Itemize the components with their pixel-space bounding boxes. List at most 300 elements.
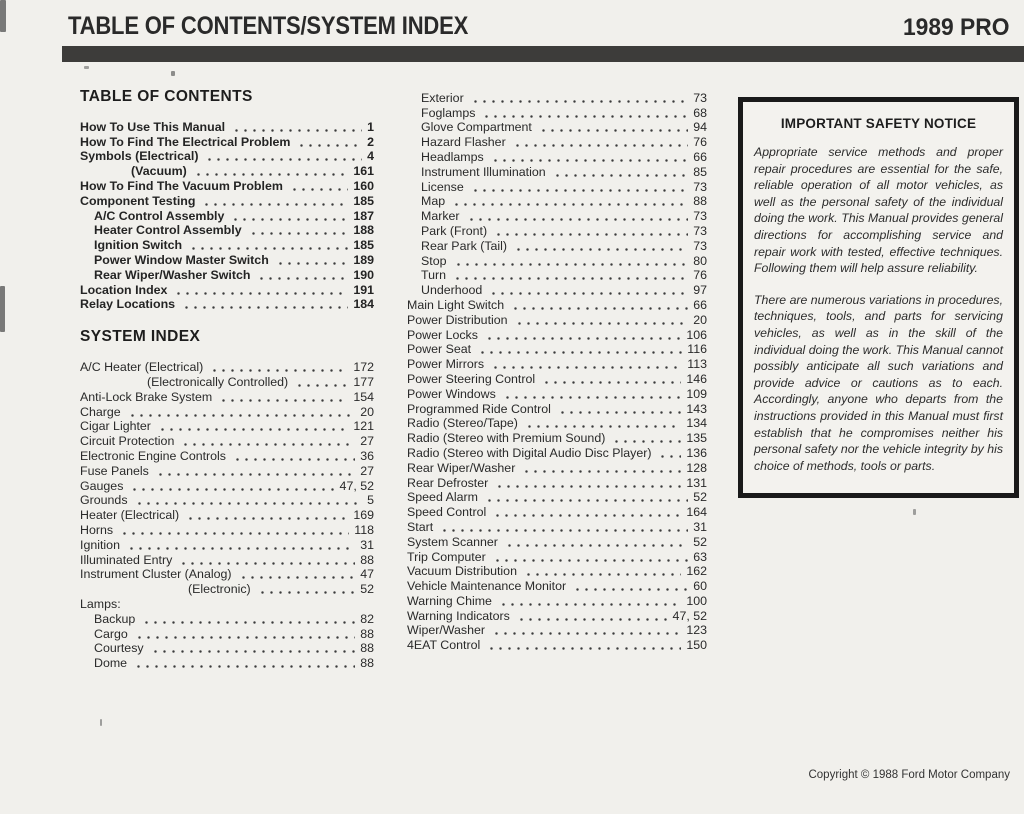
- index-entry: [407, 416, 707, 431]
- toc-heading: TABLE OF CONTENTS: [80, 88, 253, 105]
- safety-notice-paragraph: There are numerous variations in procedures, techniques, tools, and parts for servicing vehicles, as well as in the skill of the individual doing the work. This Manual cannot possibly anticipate all such variations and provide advice or cautions as to each. Accordingly, anyone who departs from the instructions provided in this Manual must first establish that he compromises neither his personal safety nor the vehicle integrity by his choice of methods, tools or parts.: [754, 292, 1003, 473]
- index-entry: [80, 478, 374, 493]
- entry-page-number: 52: [693, 490, 707, 505]
- entry-label: Cigar Lighter: [80, 419, 151, 434]
- entry-label: System Scanner: [407, 534, 498, 549]
- safety-notice-paragraph: Appropriate service methods and proper repair procedures are essential for the safe, reliable operation of all motor vehicles, as well as the personal safety of the individual doing the work. This Manual provides general directions for accomplishing service and repair work with tested, effective techniques. Following them will help assure reliability.: [754, 145, 1003, 276]
- entry-label: Stop: [421, 253, 447, 268]
- dot-leader: [151, 650, 356, 653]
- dot-leader: [205, 158, 362, 161]
- dot-leader: [128, 414, 356, 417]
- dot-leader: [491, 366, 682, 369]
- entry-page-number: 73: [693, 179, 707, 194]
- entry-page-number: 31: [360, 537, 374, 552]
- dot-leader: [478, 351, 682, 354]
- entry-label: Rear Wiper/Washer: [407, 460, 516, 475]
- dot-leader: [202, 203, 348, 206]
- entry-label: Warning Indicators: [407, 608, 510, 623]
- safety-notice-box: [738, 97, 1019, 498]
- index-entry: [407, 179, 707, 194]
- index-entry: [80, 626, 374, 641]
- dot-leader: [515, 322, 689, 325]
- entry-page-number: 76: [693, 135, 707, 150]
- entry-label: Backup: [94, 611, 136, 626]
- dot-leader: [135, 502, 363, 505]
- entry-label: Instrument Cluster (Analog): [80, 567, 232, 582]
- entry-page-number: 116: [687, 342, 707, 357]
- index-entry: [80, 163, 374, 178]
- safety-notice-heading: IMPORTANT SAFETY NOTICE: [780, 116, 977, 131]
- entry-page-number: 121: [353, 419, 374, 434]
- index-entry: [80, 581, 374, 596]
- entry-page-number: 82: [360, 611, 374, 626]
- entry-page-number: 47, 52: [339, 478, 374, 493]
- entry-page-number: 109: [686, 386, 707, 401]
- entry-page-number: 185: [353, 193, 374, 208]
- entry-page-number: 27: [360, 434, 374, 449]
- entry-label: Cargo: [94, 626, 128, 641]
- index-entry: [80, 522, 374, 537]
- index-entry: [407, 223, 707, 238]
- dot-leader: [194, 173, 349, 176]
- dot-leader: [513, 144, 689, 147]
- dot-leader: [485, 337, 681, 340]
- entry-label: Heater Control Assembly: [94, 223, 242, 238]
- dot-leader: [573, 588, 688, 591]
- entry-label: Programmed Ride Control: [407, 401, 551, 416]
- dot-leader: [467, 218, 689, 221]
- index-entry: [407, 371, 707, 386]
- dot-leader: [539, 129, 688, 132]
- entry-page-number: 161: [353, 164, 374, 179]
- entry-label: Grounds: [80, 493, 128, 508]
- entry-label: Horns: [80, 522, 114, 537]
- entry-page-number: 27: [360, 463, 374, 478]
- entry-label: Speed Alarm: [407, 490, 478, 505]
- entry-page-number: 47, 52: [672, 608, 707, 623]
- entry-label: Marker: [421, 209, 460, 224]
- entry-page-number: 146: [686, 371, 707, 386]
- dot-leader: [489, 292, 688, 295]
- index-entry: [80, 537, 374, 552]
- entry-page-number: 66: [693, 297, 707, 312]
- dot-leader: [142, 621, 355, 624]
- entry-page-number: 73: [693, 238, 707, 253]
- scan-artifact: [0, 0, 6, 32]
- dot-leader: [219, 399, 348, 402]
- entry-page-number: 80: [693, 253, 707, 268]
- entry-page-number: 150: [686, 638, 707, 653]
- dot-leader: [290, 188, 348, 191]
- dot-leader: [258, 591, 356, 594]
- entry-label: Charge: [80, 404, 121, 419]
- index-entry: [407, 312, 707, 327]
- entry-page-number: 160: [353, 178, 374, 193]
- dot-leader: [249, 232, 349, 235]
- entry-page-number: 97: [693, 283, 707, 298]
- entry-page-number: 123: [686, 623, 707, 638]
- entry-label: Symbols (Electrical): [80, 149, 199, 164]
- entry-page-number: 113: [687, 357, 707, 372]
- header-divider-bar: [62, 46, 1024, 62]
- entry-page-number: 169: [353, 508, 374, 523]
- entry-label: Speed Control: [407, 505, 487, 520]
- entry-label: Glove Compartment: [421, 120, 532, 135]
- entry-page-number: 73: [693, 223, 707, 238]
- index-entry: [407, 637, 707, 652]
- entry-label: Map: [421, 194, 446, 209]
- index-entry: [80, 119, 374, 134]
- entry-label: Power Steering Control: [407, 371, 536, 386]
- index-entry: [80, 267, 374, 282]
- dot-leader: [158, 428, 348, 431]
- entry-label: Courtesy: [94, 641, 144, 656]
- entry-page-number: 162: [686, 564, 707, 579]
- entry-page-number: 154: [353, 389, 374, 404]
- entry-page-number: 131: [686, 475, 707, 490]
- dot-leader: [210, 369, 348, 372]
- entry-page-number: 47: [360, 567, 374, 582]
- dot-leader: [487, 647, 681, 650]
- entry-page-number: 66: [693, 149, 707, 164]
- index-entry: [80, 419, 374, 434]
- dot-leader: [505, 544, 688, 547]
- middle-column: [407, 90, 707, 652]
- entry-page-number: 136: [686, 445, 707, 460]
- entry-label: Power Window Master Switch: [94, 252, 269, 267]
- entry-label: Foglamps: [421, 105, 476, 120]
- dot-leader: [514, 248, 688, 251]
- index-entry: [80, 641, 374, 656]
- entry-page-number: 172: [353, 360, 374, 375]
- index-entry: [80, 567, 374, 582]
- index-entry: [407, 519, 707, 534]
- index-entry: [407, 356, 707, 371]
- entry-page-number: 52: [360, 582, 374, 597]
- index-entry: [407, 120, 707, 135]
- entry-label: (Vacuum): [131, 164, 187, 179]
- left-column: [80, 88, 374, 670]
- index-entry: [407, 164, 707, 179]
- dot-leader: [517, 618, 668, 621]
- entry-page-number: 52: [693, 534, 707, 549]
- entry-label: Instrument Illumination: [421, 164, 546, 179]
- dot-leader: [522, 470, 681, 473]
- entry-page-number: 73: [693, 90, 707, 105]
- dot-leader: [127, 547, 355, 550]
- entry-label: Rear Defroster: [407, 475, 489, 490]
- dot-leader: [189, 247, 348, 250]
- entry-page-number: 128: [686, 460, 707, 475]
- dot-leader: [491, 159, 689, 162]
- entry-label: Headlamps: [421, 149, 484, 164]
- dot-leader: [239, 576, 356, 579]
- index-entry: [80, 193, 374, 208]
- index-entry: [407, 445, 707, 460]
- dot-leader: [174, 292, 348, 295]
- entry-label: A/C Heater (Electrical): [80, 360, 204, 375]
- entry-page-number: 88: [360, 641, 374, 656]
- entry-page-number: 143: [686, 401, 707, 416]
- entry-page-number: 88: [360, 552, 374, 567]
- dot-leader: [452, 203, 688, 206]
- index-entry: [80, 493, 374, 508]
- scan-artifact: [100, 719, 102, 726]
- index-entry: [80, 655, 374, 670]
- index-entry: [80, 611, 374, 626]
- entry-page-number: 88: [360, 656, 374, 671]
- index-entry: [407, 386, 707, 401]
- entry-label: Relay Locations: [80, 297, 176, 312]
- entry-label: Heater (Electrical): [80, 508, 180, 523]
- entry-label: Fuse Panels: [80, 463, 149, 478]
- index-entry: [80, 552, 374, 567]
- entry-label: Underhood: [421, 283, 483, 298]
- dot-leader: [134, 665, 355, 668]
- dot-leader: [257, 277, 348, 280]
- dot-leader: [558, 411, 681, 414]
- index-entry: [80, 374, 374, 389]
- dot-leader: [542, 381, 681, 384]
- index-entry: [80, 149, 374, 164]
- index-entry: [407, 297, 707, 312]
- entry-label: Rear Park (Tail): [421, 238, 508, 253]
- index-entry: [80, 297, 374, 312]
- index-entry: [80, 282, 374, 297]
- entry-page-number: 20: [693, 312, 707, 327]
- index-entry: [407, 401, 707, 416]
- index-entry: [80, 237, 374, 252]
- index-entry: [407, 268, 707, 283]
- index-entry: [80, 389, 374, 404]
- index-entry: [80, 178, 374, 193]
- entry-page-number: 164: [686, 505, 707, 520]
- dot-leader: [524, 573, 681, 576]
- entry-page-number: 85: [693, 164, 707, 179]
- entry-page-number: 118: [354, 522, 374, 537]
- dot-leader: [503, 396, 681, 399]
- dot-leader: [525, 425, 681, 428]
- entry-page-number: 5: [367, 493, 374, 508]
- entry-page-number: 184: [353, 297, 374, 312]
- entry-label: Location Index: [80, 282, 168, 297]
- entry-label: Radio (Stereo with Digital Audio Disc Player): [407, 445, 652, 460]
- entry-label: Circuit Protection: [80, 434, 175, 449]
- system-index-list-left: [80, 359, 374, 670]
- entry-page-number: 134: [686, 416, 707, 431]
- entry-label: Park (Front): [421, 223, 488, 238]
- index-entry: [407, 490, 707, 505]
- dot-leader: [494, 233, 688, 236]
- index-entry: [407, 623, 707, 638]
- toc-list: [80, 119, 374, 311]
- scan-artifact: [84, 66, 89, 69]
- index-entry: [80, 359, 374, 374]
- entry-page-number: 100: [686, 593, 707, 608]
- dot-leader: [482, 115, 688, 118]
- entry-page-number: 76: [693, 268, 707, 283]
- entry-label: Exterior: [421, 90, 464, 105]
- system-index-heading: SYSTEM INDEX: [80, 328, 201, 346]
- dot-leader: [495, 485, 681, 488]
- entry-label: Turn: [421, 268, 447, 283]
- entry-page-number: 135: [686, 431, 707, 446]
- edition-label: 1989 PRO: [903, 14, 1010, 41]
- entry-label: Trip Computer: [407, 549, 486, 564]
- system-index-list-middle: [407, 90, 707, 652]
- dot-leader: [156, 473, 355, 476]
- index-entry: [407, 549, 707, 564]
- entry-label: A/C Control Assembly: [94, 208, 225, 223]
- entry-label: Vacuum Distribution: [407, 564, 517, 579]
- entry-page-number: 88: [360, 626, 374, 641]
- entry-label: Power Mirrors: [407, 357, 485, 372]
- entry-page-number: 2: [367, 134, 374, 149]
- dot-leader: [492, 632, 681, 635]
- index-entry: [407, 253, 707, 268]
- entry-page-number: 94: [693, 120, 707, 135]
- index-entry: [407, 208, 707, 223]
- dot-leader: [135, 636, 355, 639]
- entry-label: How To Use This Manual: [80, 119, 226, 134]
- entry-label: Ignition Switch: [94, 238, 183, 253]
- entry-label: How To Find The Vacuum Problem: [80, 178, 283, 193]
- entry-label: 4EAT Control: [407, 638, 481, 653]
- entry-label: Component Testing: [80, 193, 196, 208]
- entry-page-number: 177: [353, 374, 374, 389]
- index-entry: [407, 134, 707, 149]
- index-entry: [407, 460, 707, 475]
- dot-leader: [471, 100, 689, 103]
- index-entry: [407, 194, 707, 209]
- index-entry: [407, 149, 707, 164]
- index-entry: [407, 593, 707, 608]
- dot-leader: [233, 458, 355, 461]
- entry-label: Hazard Flasher: [421, 135, 506, 150]
- entry-label: Wiper/Washer: [407, 623, 486, 638]
- dot-leader: [182, 306, 348, 309]
- dot-leader: [297, 144, 362, 147]
- entry-label: Warning Chime: [407, 593, 492, 608]
- index-entry: [407, 105, 707, 120]
- dot-leader: [511, 307, 688, 310]
- index-entry: [80, 507, 374, 522]
- dot-leader: [493, 514, 681, 517]
- index-entry: [407, 282, 707, 297]
- index-entry: [80, 223, 374, 238]
- entry-label: Lamps:: [80, 596, 121, 611]
- entry-label: Ignition: [80, 537, 120, 552]
- entry-page-number: 63: [693, 549, 707, 564]
- entry-page-number: 188: [353, 223, 374, 238]
- dot-leader: [231, 218, 348, 221]
- index-entry: [80, 448, 374, 463]
- entry-label: Illuminated Entry: [80, 552, 173, 567]
- index-entry: [407, 608, 707, 623]
- index-entry: [80, 134, 374, 149]
- dot-leader: [499, 603, 681, 606]
- index-entry: [407, 430, 707, 445]
- entry-page-number: 20: [360, 404, 374, 419]
- index-entry: [407, 327, 707, 342]
- entry-page-number: 68: [693, 105, 707, 120]
- entry-label: How To Find The Electrical Problem: [80, 134, 291, 149]
- dot-leader: [179, 562, 355, 565]
- index-entry: [407, 475, 707, 490]
- dot-leader: [453, 277, 688, 280]
- index-entry: [407, 504, 707, 519]
- dot-leader: [454, 263, 689, 266]
- dot-leader: [485, 499, 688, 502]
- dot-leader: [612, 440, 681, 443]
- entry-page-number: 36: [360, 448, 374, 463]
- dot-leader: [186, 517, 348, 520]
- page-title: TABLE OF CONTENTS/SYSTEM INDEX: [68, 12, 469, 40]
- entry-label: License: [421, 179, 464, 194]
- entry-label: Power Distribution: [407, 312, 508, 327]
- scan-artifact: [913, 509, 916, 515]
- entry-label: Vehicle Maintenance Monitor: [407, 579, 567, 594]
- entry-label: Power Seat: [407, 342, 472, 357]
- scan-artifact: [0, 286, 5, 332]
- entry-page-number: 190: [353, 267, 374, 282]
- entry-label: Electronic Engine Controls: [80, 448, 227, 463]
- copyright-text: Copyright © 1988 Ford Motor Company: [808, 769, 1010, 781]
- entry-page-number: 191: [353, 282, 374, 297]
- entry-page-number: 88: [693, 194, 707, 209]
- dot-leader: [471, 189, 688, 192]
- dot-leader: [181, 443, 355, 446]
- entry-label: Main Light Switch: [407, 297, 505, 312]
- entry-label: Radio (Stereo with Premium Sound): [407, 431, 606, 446]
- entry-page-number: 4: [367, 149, 374, 164]
- index-entry: [407, 564, 707, 579]
- index-entry: [80, 463, 374, 478]
- entry-page-number: 1: [367, 119, 374, 134]
- entry-label: (Electronic): [188, 582, 251, 597]
- index-entry: [407, 342, 707, 357]
- entry-label: (Electronically Controlled): [147, 374, 289, 389]
- dot-leader: [232, 129, 362, 132]
- dot-leader: [493, 559, 688, 562]
- entry-page-number: 189: [353, 252, 374, 267]
- index-entry: [407, 578, 707, 593]
- entry-label: Dome: [94, 656, 128, 671]
- entry-page-number: 31: [693, 519, 707, 534]
- dot-leader: [440, 529, 688, 532]
- index-entry: [407, 534, 707, 549]
- entry-page-number: 106: [686, 327, 707, 342]
- index-entry: [80, 404, 374, 419]
- entry-label: Power Windows: [407, 386, 496, 401]
- dot-leader: [120, 532, 349, 535]
- entry-label: Radio (Stereo/Tape): [407, 416, 518, 431]
- entry-page-number: 73: [693, 209, 707, 224]
- index-entry: [407, 238, 707, 253]
- entry-page-number: 187: [353, 208, 374, 223]
- dot-leader: [276, 262, 349, 265]
- index-entry: [407, 90, 707, 105]
- entry-page-number: 60: [693, 579, 707, 594]
- dot-leader: [130, 488, 334, 491]
- entry-label: Start: [407, 519, 434, 534]
- entry-label: Rear Wiper/Washer Switch: [94, 267, 251, 282]
- entry-label: Gauges: [80, 478, 124, 493]
- index-entry: [80, 252, 374, 267]
- scan-artifact: [171, 71, 175, 76]
- index-entry: [80, 433, 374, 448]
- entry-label: Power Locks: [407, 327, 478, 342]
